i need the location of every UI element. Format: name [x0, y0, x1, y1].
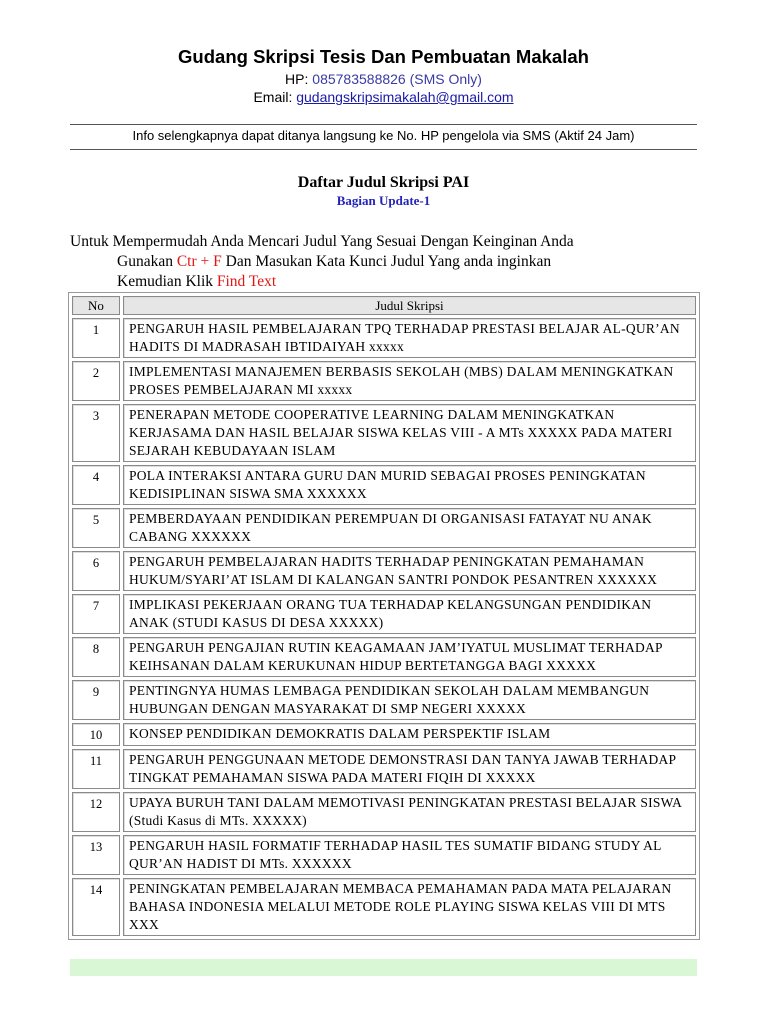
thesis-title: IMPLEMENTASI MANAJEMEN BERBASIS SEKOLAH (MBS) DALAM MENINGKATKAN PROSES PEMBELAJARAN MI xxxxx: [123, 361, 696, 401]
row-number: 5: [72, 508, 120, 548]
row-number: 8: [72, 637, 120, 677]
table-row: [72, 465, 696, 505]
document-subtitle: Bagian Update-1: [336, 193, 431, 208]
thesis-title: KONSEP PENDIDIKAN DEMOKRATIS DALAM PERSPEKTIF ISLAM: [123, 723, 696, 746]
table-row: [72, 749, 696, 789]
email-label: Email:: [253, 89, 293, 105]
shortcut-key: Ctr + F: [176, 253, 222, 270]
table-row: [72, 361, 696, 401]
row-number: 3: [72, 404, 120, 462]
row-number: 10: [72, 723, 120, 746]
instruction-line-3: [70, 272, 697, 292]
phone-label: HP:: [285, 71, 309, 87]
divider-bottom: [70, 149, 697, 150]
row-number: 6: [72, 551, 120, 591]
search-instructions: [70, 232, 697, 292]
table-row: [72, 594, 696, 634]
thesis-title: PENINGKATAN PEMBELAJARAN MEMBACA PEMAHAMAN PADA MATA PELAJARAN BAHASA INDONESIA MELALUI METODE ROLE PLAYING SISWA KELAS VIII DI MTS XXX: [123, 878, 696, 936]
row-number: 1: [72, 318, 120, 358]
row-number: 12: [72, 792, 120, 832]
instruction-line-2: [70, 252, 697, 272]
thesis-title: PENGARUH PENGAJIAN RUTIN KEAGAMAAN JAM’IYATUL MUSLIMAT TERHADAP KEIHSANAN DALAM KERUKUNAN HIDUP BERTETANGGA BAGI XXXXX: [123, 637, 696, 677]
thesis-title: PEMBERDAYAAN PENDIDIKAN PEREMPUAN DI ORGANISASI FATAYAT NU ANAK CABANG XXXXXX: [123, 508, 696, 548]
thesis-title: IMPLIKASI PEKERJAAN ORANG TUA TERHADAP KELANGSUNGAN PENDIDIKAN ANAK (STUDI KASUS DI DESA XXXXX): [123, 594, 696, 634]
email-link[interactable]: gudangskripsimakalah@gmail.com: [296, 89, 514, 105]
info-text: Info selengkapnya dapat ditanya langsung ke No. HP pengelola via SMS (Aktif 24 Jam): [132, 128, 635, 143]
footer-highlight-bar: [70, 959, 697, 976]
thesis-title: UPAYA BURUH TANI DALAM MEMOTIVASI PENINGKATAN PRESTASI BELAJAR SISWA (Studi Kasus di MTs. XXXXX): [123, 792, 696, 832]
table-header-row: [72, 296, 696, 315]
table-row: [72, 792, 696, 832]
column-header-title: Judul Skripsi: [123, 296, 696, 315]
row-number: 7: [72, 594, 120, 634]
site-title: Gudang Skripsi Tesis Dan Pembuatan Makalah: [178, 46, 589, 67]
thesis-title: PENGARUH PEMBELAJARAN HADITS TERHADAP PENINGKATAN PEMAHAMAN HUKUM/SYARI’AT ISLAM DI KALANGAN SANTRI PONDOK PESANTREN XXXXXX: [123, 551, 696, 591]
thesis-title: POLA INTERAKSI ANTARA GURU DAN MURID SEBAGAI PROSES PENINGKATAN KEDISIPLINAN SISWA SMA XXXXXX: [123, 465, 696, 505]
instruction-text: Kemudian Klik: [117, 273, 213, 290]
table-row: [72, 404, 696, 462]
divider-top: [70, 124, 697, 125]
row-number: 13: [72, 835, 120, 875]
instruction-text: Gunakan: [117, 253, 173, 270]
document-title: Daftar Judul Skripsi PAI: [297, 174, 470, 191]
phone-line: [70, 71, 697, 87]
phone-number: 085783588826 (SMS Only): [312, 71, 482, 87]
table-row: [72, 680, 696, 720]
table-row: [72, 878, 696, 936]
table-row: [72, 551, 696, 591]
instruction-text: Dan Masukan Kata Kunci Judul Yang anda inginkan: [225, 253, 552, 270]
table-row: [72, 318, 696, 358]
email-line: [70, 89, 697, 105]
row-number: 4: [72, 465, 120, 505]
table-row: [72, 508, 696, 548]
thesis-title: PENGARUH HASIL FORMATIF TERHADAP HASIL TES SUMATIF BIDANG STUDY AL QUR’AN HADIST DI MTs. XXXXXX: [123, 835, 696, 875]
table-row: [72, 835, 696, 875]
table-row: [72, 637, 696, 677]
instruction-line-1: Untuk Mempermudah Anda Mencari Judul Yang Sesuai Dengan Keinginan Anda: [70, 233, 574, 250]
column-header-no: No: [72, 296, 120, 315]
row-number: 14: [72, 878, 120, 936]
thesis-title: PENGARUH PENGGUNAAN METODE DEMONSTRASI DAN TANYA JAWAB TERHADAP TINGKAT PEMAHAMAN SISWA PADA MATERI FIQIH DI XXXXX: [123, 749, 696, 789]
table-row: [72, 723, 696, 746]
row-number: 2: [72, 361, 120, 401]
row-number: 9: [72, 680, 120, 720]
thesis-titles-table: [68, 292, 700, 940]
thesis-title: PENERAPAN METODE COOPERATIVE LEARNING DALAM MENINGKATKAN KERJASAMA DAN HASIL BELAJAR SISWA KELAS VIII - A MTs XXXXX PADA MATERI SEJARAH KEBUDAYAAN ISLAM: [123, 404, 696, 462]
thesis-title: PENGARUH HASIL PEMBELAJARAN TPQ TERHADAP PRESTASI BELAJAR AL-QUR’AN HADITS DI MADRASAH IBTIDAIYAH xxxxx: [123, 318, 696, 358]
thesis-title: PENTINGNYA HUMAS LEMBAGA PENDIDIKAN SEKOLAH DALAM MEMBANGUN HUBUNGAN DENGAN MASYARAKAT DI SMP NEGERI XXXXX: [123, 680, 696, 720]
row-number: 11: [72, 749, 120, 789]
find-text-label: Find Text: [216, 273, 277, 290]
